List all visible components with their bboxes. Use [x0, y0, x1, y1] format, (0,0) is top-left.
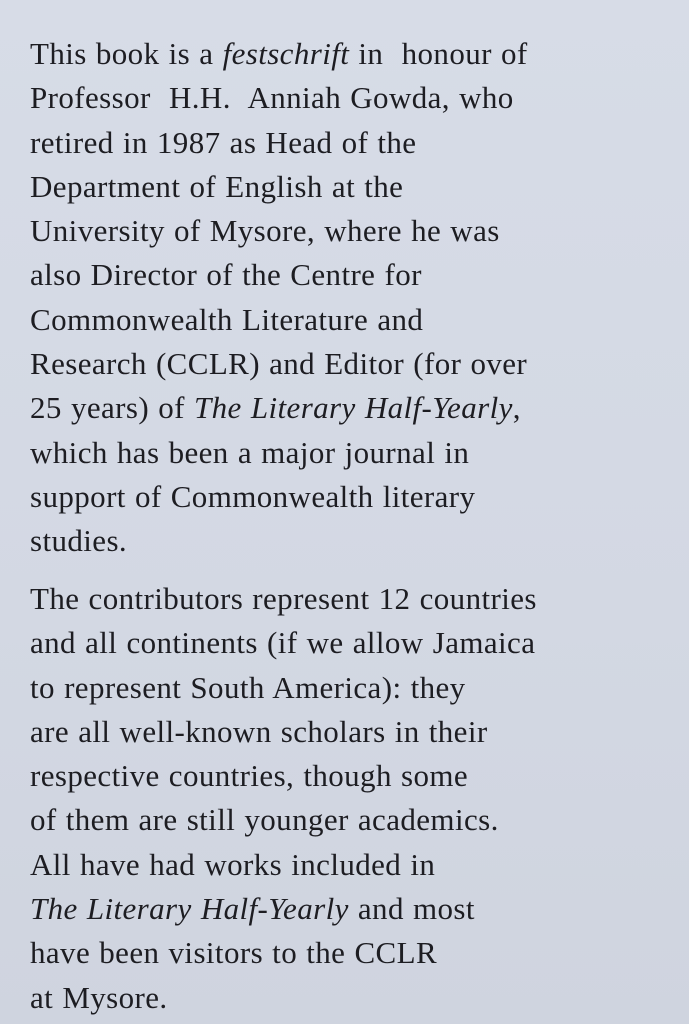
text-line: [30, 577, 670, 621]
text-line: [30, 666, 670, 710]
text-run: ,: [512, 390, 521, 426]
text-run: to represent South America): they: [30, 669, 466, 705]
italic-title-run: The Literary Half-Yearly: [30, 891, 349, 927]
text-line: [30, 121, 670, 165]
text-line: [30, 76, 670, 120]
text-run: Commonwealth Literature and: [30, 301, 424, 337]
text-line: [30, 519, 670, 563]
text-run: also Director of the Centre for: [30, 257, 422, 293]
text-run: The contributors represent 12 countries: [30, 581, 537, 616]
text-run: 25 years) of: [30, 390, 195, 426]
text-run: support of Commonwealth literary: [30, 478, 476, 514]
text-run: have been visitors to the CCLR: [30, 935, 438, 971]
text-line: [30, 931, 670, 975]
text-run: University of Mysore, where he was: [30, 213, 500, 249]
text-line: [30, 342, 670, 386]
text-run: studies.: [30, 523, 128, 559]
text-line: [30, 209, 670, 253]
text-run: Department of English at the: [30, 168, 404, 204]
text-line: [30, 798, 670, 842]
text-line: [30, 32, 670, 76]
text-run: in honour of: [349, 36, 528, 71]
text-run: are all well-known scholars in their: [30, 713, 488, 749]
text-line: [30, 386, 670, 430]
text-line: [30, 431, 670, 475]
text-line: [30, 843, 670, 887]
text-line: [30, 298, 670, 342]
text-line: [30, 475, 670, 519]
text-run: which has been a major journal in: [30, 434, 470, 470]
text-line: [30, 165, 670, 209]
italic-title-run: The Literary Half-Yearly: [194, 390, 513, 426]
paragraph-contributors: [30, 577, 670, 1020]
italic-title-run: festschrift: [222, 36, 350, 71]
text-run: Research (CCLR) and Editor (for over: [30, 346, 528, 382]
text-run: This book is a: [30, 36, 223, 71]
text-line: [30, 887, 670, 931]
text-line: [30, 754, 670, 798]
text-line: [30, 253, 670, 297]
text-run: and all continents (if we allow Jamaica: [30, 625, 536, 661]
text-run: at Mysore.: [30, 979, 168, 1015]
paragraph-dedication: [30, 32, 670, 564]
text-line: [30, 621, 670, 665]
text-run: of them are still younger academics.: [30, 802, 499, 838]
text-run: and most: [348, 891, 475, 927]
text-run: All have had works included in: [30, 846, 436, 882]
text-run: retired in 1987 as Head of the: [30, 124, 417, 160]
text-run: respective countries, though some: [30, 758, 469, 794]
text-run: Professor H.H. Anniah Gowda, who: [30, 80, 514, 116]
text-line: [30, 710, 670, 754]
text-line: [30, 976, 670, 1020]
